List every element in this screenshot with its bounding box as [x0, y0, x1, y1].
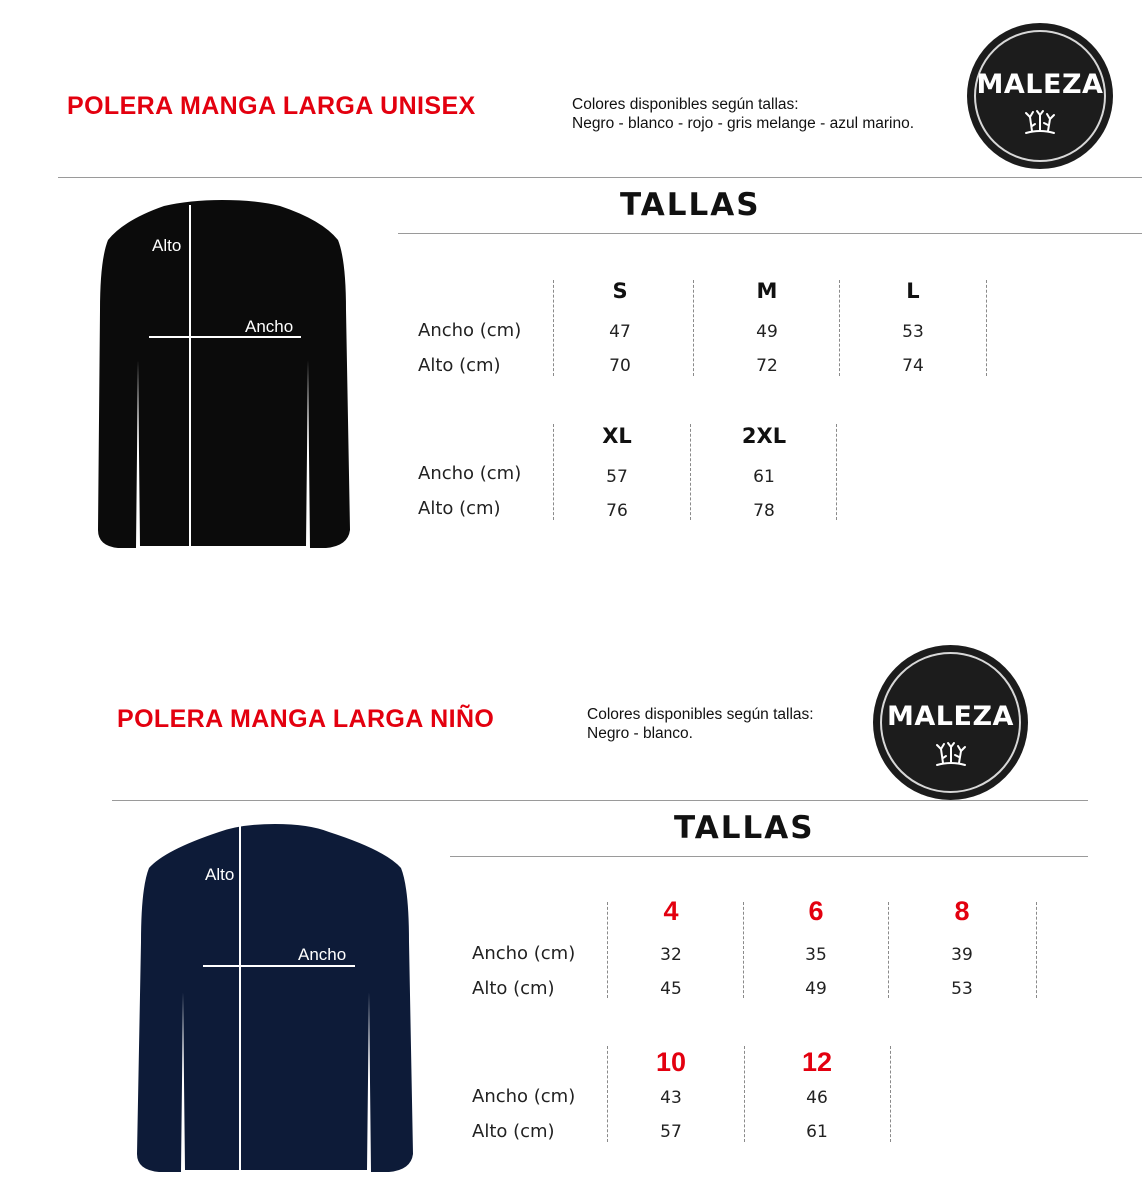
table-cell: 61 — [753, 467, 775, 487]
alto-label: Alto — [152, 236, 182, 255]
alto-row-label: Alto (cm) — [418, 355, 501, 376]
logo-text: MALEZA — [887, 701, 1014, 732]
column-divider — [1036, 902, 1037, 998]
table-cell: 53 — [951, 979, 973, 999]
nino-divider — [112, 800, 1088, 801]
size-header: 12 — [801, 1047, 833, 1077]
alto-row-label: Alto (cm) — [472, 978, 555, 999]
size-header: S — [612, 279, 628, 303]
table-cell: 45 — [660, 979, 682, 999]
alto-guide-line — [239, 826, 241, 1172]
weed-icon — [1022, 109, 1058, 137]
ancho-guide-line — [203, 965, 355, 967]
nino-colors-info — [587, 705, 814, 743]
table-cell: 57 — [660, 1122, 682, 1142]
size-header: 6 — [808, 896, 824, 926]
weed-icon — [933, 741, 969, 769]
table-cell: 78 — [753, 501, 775, 521]
size-header: 4 — [663, 896, 679, 926]
table-cell: 35 — [805, 945, 827, 965]
column-divider — [693, 280, 694, 376]
size-header: L — [906, 279, 920, 303]
column-divider — [890, 1046, 891, 1142]
size-header: XL — [602, 424, 632, 448]
table-cell: 49 — [805, 979, 827, 999]
table-cell: 49 — [756, 322, 778, 342]
ancho-row-label: Ancho (cm) — [418, 463, 522, 484]
table-cell: 72 — [756, 356, 778, 376]
maleza-logo — [967, 23, 1113, 169]
ancho-row-label: Ancho (cm) — [472, 1086, 576, 1107]
table-cell: 47 — [609, 322, 631, 342]
ancho-label: Ancho — [298, 945, 347, 964]
maleza-logo — [873, 645, 1028, 800]
column-divider — [839, 280, 840, 376]
column-divider — [607, 902, 608, 998]
column-divider — [607, 1046, 608, 1142]
table-cell: 76 — [606, 501, 628, 521]
table-cell: 39 — [951, 945, 973, 965]
column-divider — [690, 424, 691, 520]
navy-shirt-image — [133, 822, 415, 1174]
column-divider — [553, 280, 554, 376]
unisex-divider — [58, 177, 1142, 178]
unisex-title: POLERA MANGA LARGA UNISEX — [67, 92, 476, 120]
column-divider — [553, 424, 554, 520]
ancho-row-label: Ancho (cm) — [472, 943, 576, 964]
alto-row-label: Alto (cm) — [418, 498, 501, 519]
column-divider — [986, 280, 987, 376]
table-cell: 74 — [902, 356, 924, 376]
size-header: 8 — [954, 896, 970, 926]
ancho-row-label: Ancho (cm) — [418, 320, 522, 341]
table-cell: 46 — [806, 1088, 828, 1108]
table-cell: 43 — [660, 1088, 682, 1108]
nino-colors-line2: Negro - blanco. — [587, 725, 693, 742]
column-divider — [744, 1046, 745, 1142]
column-divider — [743, 902, 744, 998]
table-cell: 32 — [660, 945, 682, 965]
black-shirt-image — [94, 200, 352, 552]
nino-tallas-divider — [450, 856, 1088, 857]
nino-tallas-heading: TALLAS — [674, 810, 815, 846]
alto-guide-line — [189, 205, 191, 550]
column-divider — [836, 424, 837, 520]
unisex-tallas-heading: TALLAS — [620, 187, 761, 223]
nino-colors-line1: Colores disponibles según tallas: — [587, 706, 814, 723]
column-divider — [888, 902, 889, 998]
unisex-colors-info — [572, 95, 914, 133]
logo-text: MALEZA — [976, 69, 1104, 100]
table-cell: 70 — [609, 356, 631, 376]
unisex-tallas-divider — [398, 233, 1142, 234]
unisex-colors-line1: Colores disponibles según tallas: — [572, 96, 799, 113]
alto-label: Alto — [205, 865, 235, 884]
size-header: 2XL — [741, 424, 787, 448]
nino-title: POLERA MANGA LARGA NIÑO — [117, 705, 495, 733]
size-header: M — [756, 279, 778, 303]
unisex-colors-line2: Negro - blanco - rojo - gris melange - azul marino. — [572, 115, 914, 132]
ancho-label: Ancho — [245, 317, 294, 336]
size-header: 10 — [655, 1047, 687, 1077]
table-cell: 53 — [902, 322, 924, 342]
table-cell: 57 — [606, 467, 628, 487]
alto-row-label: Alto (cm) — [472, 1121, 555, 1142]
table-cell: 61 — [806, 1122, 828, 1142]
